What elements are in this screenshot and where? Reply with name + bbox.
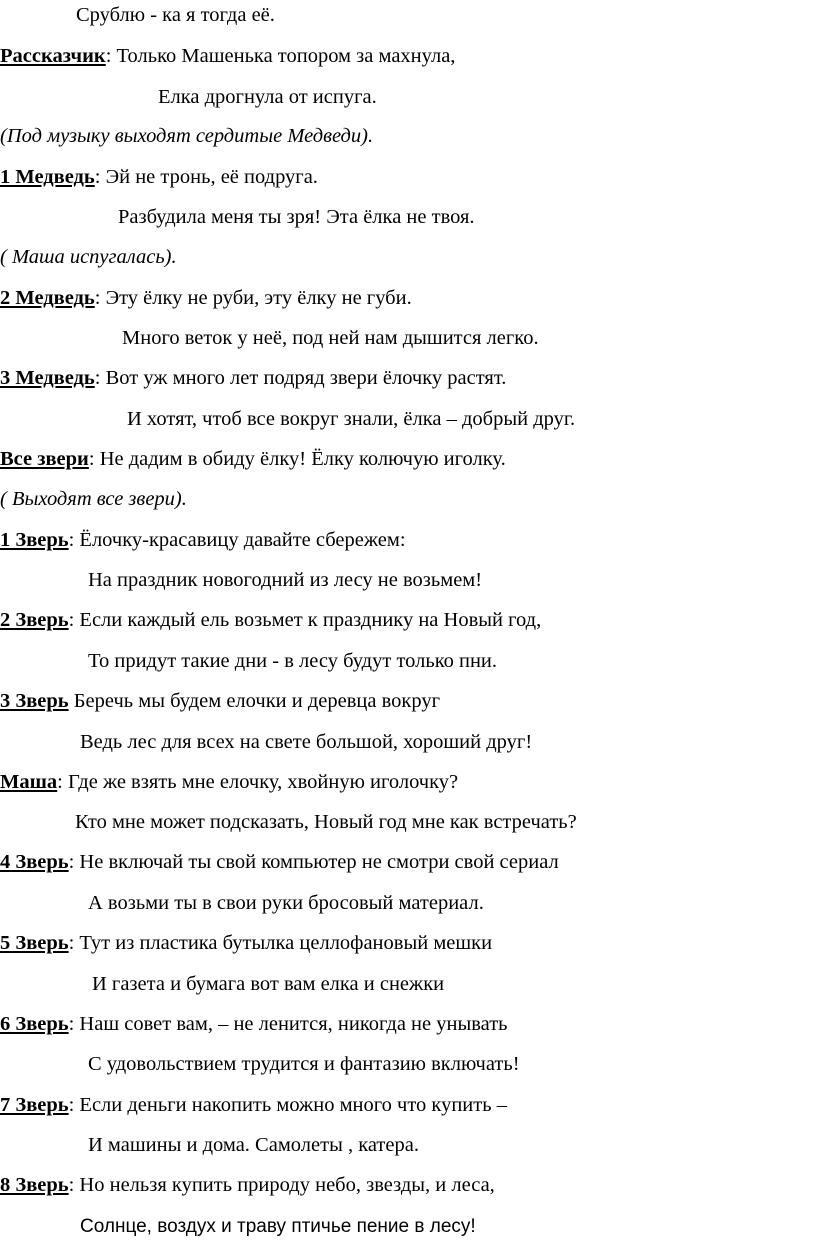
- script-line: [0, 689, 440, 713]
- line-text: : Не дадим в обиду ёлку! Ёлку колючую иголку.: [88, 448, 506, 470]
- line-text: : Ёлочку-красавицу давайте сбережем:: [68, 529, 406, 551]
- script-line: [0, 165, 318, 189]
- script-line: [0, 770, 458, 794]
- script-line: [0, 1012, 508, 1036]
- stage-direction: [0, 124, 373, 148]
- script-line: [0, 1173, 495, 1197]
- stage-direction: [0, 487, 187, 511]
- script-line: [118, 205, 475, 229]
- line-text: Солнце, воздух и траву птичье пение в лесу!: [80, 1216, 476, 1237]
- script-line: [80, 730, 532, 754]
- speaker-name: 6 Зверь: [0, 1013, 69, 1035]
- line-text: С удовольствием трудится и фантазию включать!: [88, 1053, 520, 1075]
- line-text: И хотят, чтоб все вокруг знали, ёлка – добрый друг.: [127, 408, 576, 430]
- script-line: [158, 85, 377, 109]
- speaker-name: 7 Зверь: [0, 1094, 69, 1116]
- script-line: [0, 44, 455, 68]
- speaker-name: 4 Зверь: [0, 851, 69, 873]
- line-text: : Вот уж много лет подряд звери ёлочку растят.: [94, 367, 507, 389]
- line-text: : Только Машенька топором за махнула,: [105, 45, 456, 67]
- line-text: : Наш совет вам, – не ленится, никогда не унывать: [68, 1013, 508, 1035]
- script-line: [0, 608, 541, 632]
- line-text: А возьми ты в свои руки бросовый материал.: [88, 892, 484, 914]
- speaker-name: 2 Зверь: [0, 609, 69, 631]
- script-line: [122, 326, 539, 350]
- speaker-name: Маша: [0, 771, 58, 793]
- line-text: Елка дрогнула от испуга.: [158, 86, 377, 108]
- script-line: [0, 286, 412, 310]
- line-text: ( Выходят все звери).: [0, 488, 187, 510]
- script-line: [0, 1093, 507, 1117]
- line-text: : Где же взять мне елочку, хвойную иголочку?: [57, 771, 459, 793]
- script-line: [88, 568, 482, 592]
- script-line: [88, 649, 497, 673]
- speaker-name: 5 Зверь: [0, 932, 69, 954]
- script-line: [0, 850, 559, 874]
- speaker-name: 1 Медведь: [0, 166, 95, 188]
- speaker-name: 2 Медведь: [0, 287, 95, 309]
- speaker-name: 8 Зверь: [0, 1174, 69, 1196]
- speaker-name: 3 Зверь: [0, 690, 69, 712]
- stage-direction: [0, 245, 177, 269]
- line-text: Кто мне может подсказать, Новый год мне как встречать?: [75, 811, 577, 833]
- line-text: : Эй не тронь, её подруга.: [94, 166, 318, 188]
- speaker-name: Рассказчик: [0, 45, 106, 67]
- script-line: [127, 407, 575, 431]
- script-line: [0, 528, 406, 552]
- line-text: Много веток у неё, под ней нам дышится легко.: [122, 327, 539, 349]
- line-text: : Если каждый ель возьмет к празднику на Новый год,: [68, 609, 542, 631]
- speaker-name: 3 Медведь: [0, 367, 95, 389]
- line-text: То придут такие дни - в лесу будут только пни.: [88, 650, 498, 672]
- line-text: Ведь лес для всех на свете большой, хороший друг!: [80, 731, 533, 753]
- script-line: [0, 931, 492, 955]
- line-text: : Не включай ты свой компьютер не смотри свой сериал: [68, 851, 559, 873]
- script-line: [76, 3, 275, 27]
- line-text: На праздник новогодний из лесу не возьмем!: [88, 569, 483, 591]
- script-line: [75, 810, 577, 834]
- line-text: : Если деньги накопить можно много что купить –: [68, 1094, 507, 1116]
- line-text: : Тут из пластика бутылка целлофановый мешки: [68, 932, 493, 954]
- script-line: [0, 447, 506, 471]
- line-text: Беречь мы будем елочки и деревца вокруг: [68, 690, 440, 712]
- line-text: (Под музыку выходят сердитые Медведи).: [0, 125, 374, 147]
- line-text: Разбудила меня ты зря! Эта ёлка не твоя.: [118, 206, 475, 228]
- line-text: : Но нельзя купить природу небо, звезды, и леса,: [68, 1174, 495, 1196]
- line-text: И машины и дома. Самолеты , катера.: [88, 1134, 419, 1156]
- script-line: [88, 1133, 419, 1157]
- line-text: ( Маша испугалась).: [0, 246, 177, 268]
- line-text: : Эту ёлку не руби, эту ёлку не губи.: [94, 287, 412, 309]
- script-line: [88, 1052, 520, 1076]
- script-line: [80, 1215, 476, 1239]
- line-text: И газета и бумага вот вам елка и снежки: [92, 973, 445, 995]
- speaker-name: 1 Зверь: [0, 529, 69, 551]
- script-line: [0, 366, 506, 390]
- speaker-name: Все звери: [0, 448, 89, 470]
- script-line: [88, 891, 484, 915]
- line-text: Срублю - ка я тогда её.: [76, 4, 275, 26]
- script-line: [92, 972, 444, 996]
